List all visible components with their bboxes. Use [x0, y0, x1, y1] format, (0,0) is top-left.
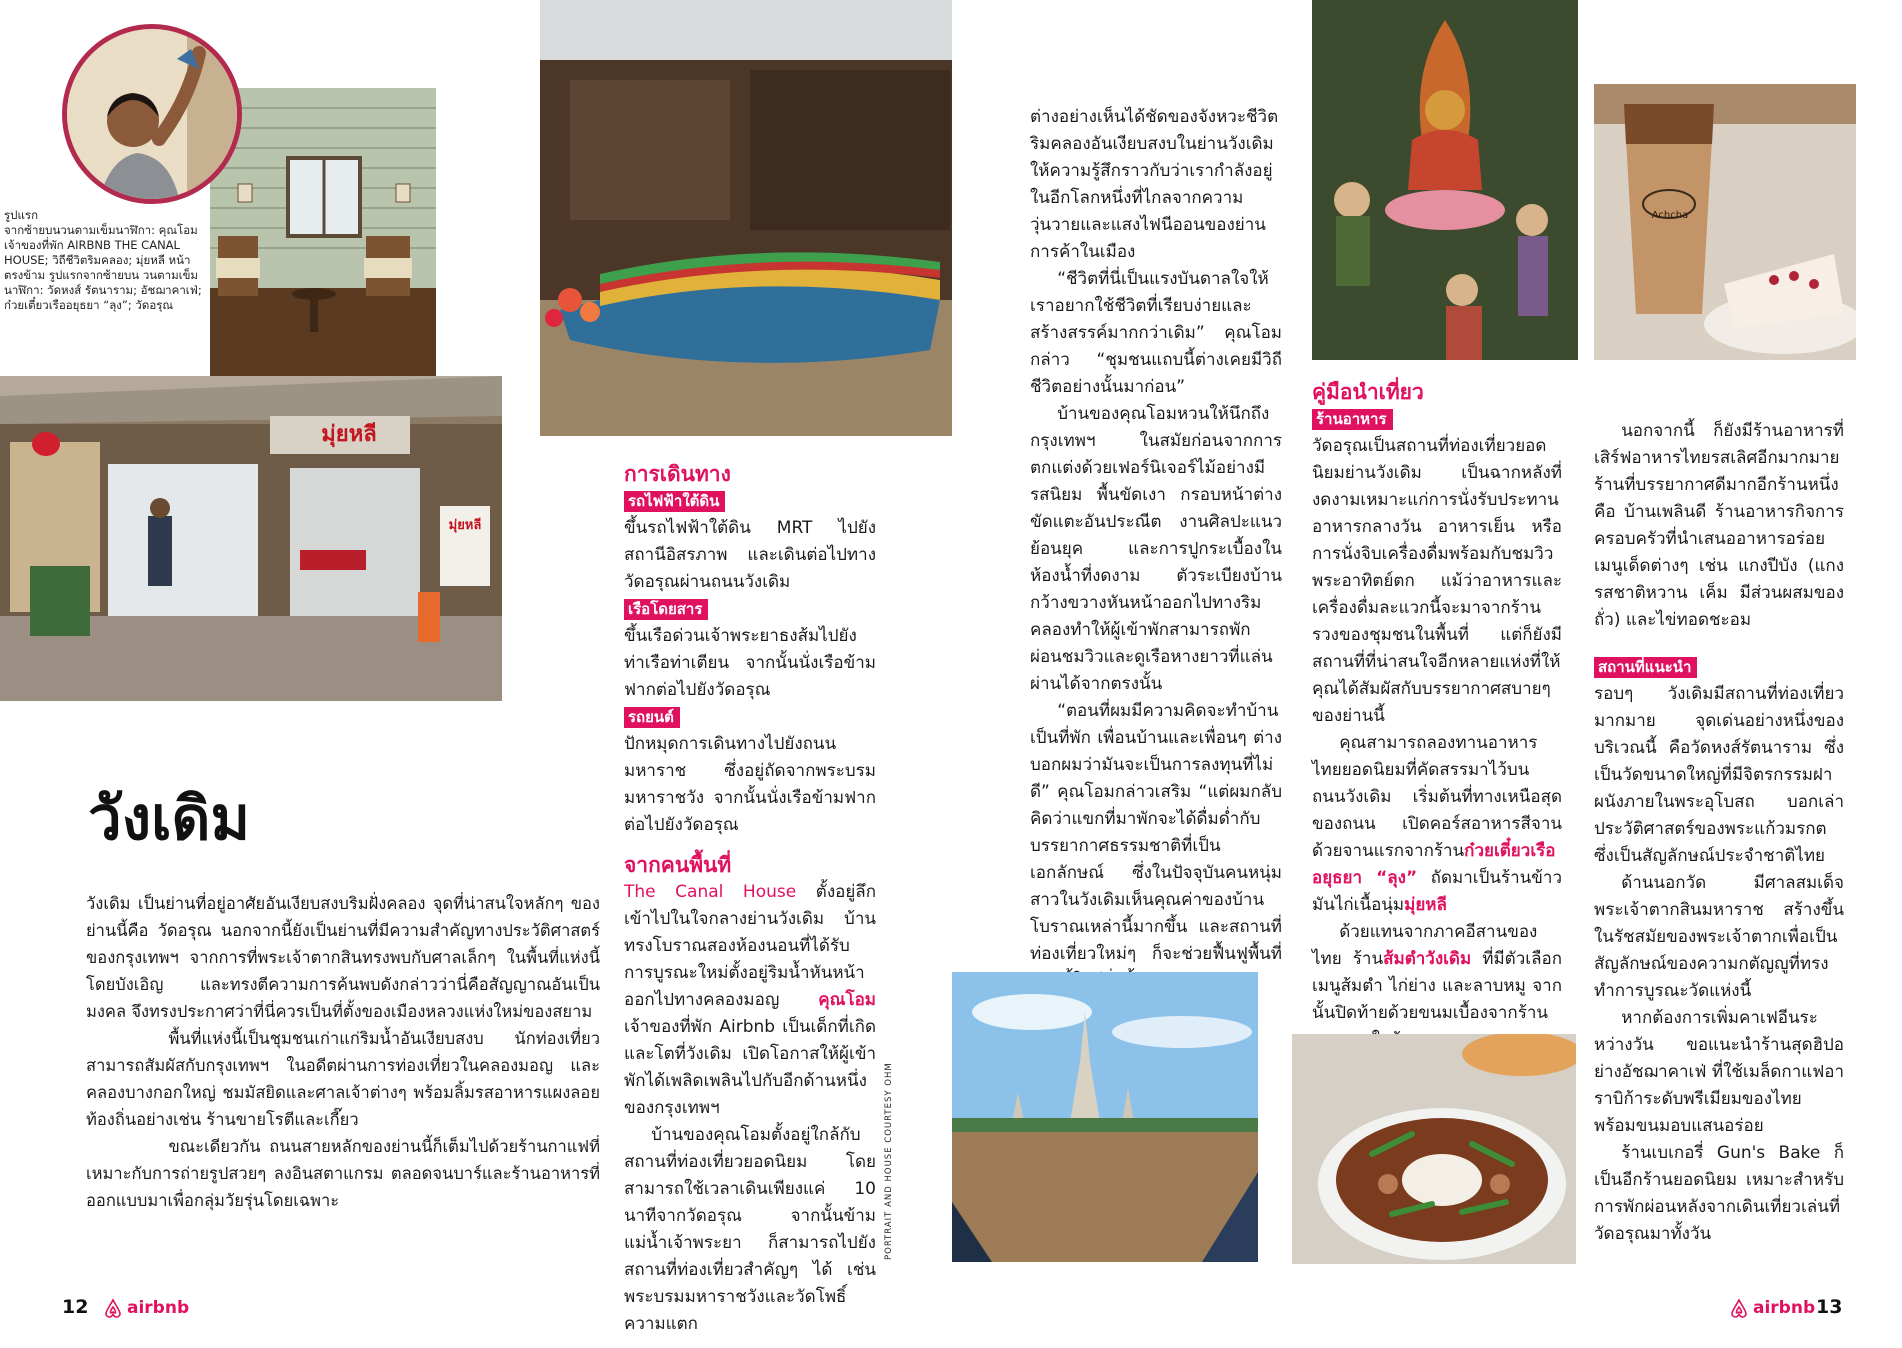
- intro-paragraph-1: วังเดิม เป็นย่านที่อยู่อาศัยอันเงียบสงบริมฝั่งคลอง จุดที่น่าสนใจหลักๆ ของย่านนี้คือ วัดอรุณ นอกจากนี้ยังเป็นย่านที่มีความสำคัญทางประวัติศาสตร์ของกรุงเทพฯ จากการที่พระเจ้าตากสินทรงพบกับศาลเล็กๆ ในพื้นที่แห่งนี้โดยบังเอิญ และทรงตีความการค้นพบดังกล่าวว่านี่คือสัญญาณอันเป็นมงคล จึงทรงประกาศว่าที่นี่ควรเป็นที่ตั้งของเมืองหลวงแห่งใหม่ของสยาม: [86, 894, 600, 1021]
- car-text: ปักหมุดการเดินทางไปยังถนนมหาราช ซึ่งอยู่ถัดจากพระบรมมหาราชวัง จากนั้นนั่งเรือข้ามฟากต่อไปยังวัดอรุณ: [624, 734, 876, 835]
- col1-paragraph-2: “ชีวิตที่นี่เป็นแรงบันดาลใจให้เราอยากใช้ชีวิตที่เรียบง่ายและสร้างสรรค์มากกว่าเดิม” คุณโอมกล่าว “ชุมชนแถบนี้ต่างเคยมีวิถีชีวิตอย่างนั้นมาก่อน”: [1030, 269, 1282, 397]
- local-paragraph-1: The Canal House ตั้งอยู่ลึกเข้าไปในใจกลางย่านวังเดิม บ้านทรงโบราณสองห้องนอนที่ได้รับการบูรณะใหม่ตั้งอยู่ริมน้ำหันหน้าออกไปทางคลองมอญ คุณโอมเจ้าของที่พัก Airbnb เป็นเด็กที่เกิดและโตที่วังเดิม เปิดโอกาสให้ผู้เข้าพักได้เพลิดเพลินไปกับอีกด้านหนึ่งของกรุงเทพฯ: [624, 882, 876, 1118]
- airbnb-logo-icon: [1730, 1298, 1748, 1318]
- col3-paragraph-3: ด้านนอกวัด มีศาลสมเด็จพระเจ้าตากสินมหาราช สร้างขึ้นในรัชสมัยของพระเจ้าตากเพื่อเป็นสัญลักษณ์ของความกตัญญูที่ทรงทำการบูรณะวัดแห่งนี้: [1594, 873, 1844, 1001]
- shop-name-muilee: มุ่ยหลี: [1404, 895, 1447, 915]
- right-page-number: 13: [1816, 1296, 1843, 1318]
- shop-sign: มุ่ยหลี: [321, 422, 377, 447]
- col2-paragraph-2: คุณสามารถลองทานอาหารไทยยอดนิยมที่คัดสรรมาไว้บนถนนวังเดิม เริ่มต้นที่ทางเหนือสุดของถนน เปิดคอร์สอาหารสีจานด้วยจานแรกจากร้านก๋วยเตี๋ยวเรืออยุธยา “ลุง” ถัดมาเป็นร้านข้าวมันไก่เนื้อนุ่มมุ่ยหลี: [1312, 733, 1562, 915]
- food-label: ร้านอาหาร: [1312, 409, 1393, 430]
- intro-text: [86, 890, 600, 1214]
- portrait-photo: [62, 24, 242, 204]
- shop-name-lung: ก๋วยเตี๋ยวเรืออยุธยา “ลุง”: [1312, 841, 1556, 888]
- col2-paragraph-3: ด้วยแทนจากภาคอีสานของไทย ร้านส้มตำวังเดิม ที่มีตัวเลือกเมนูส้มตำ ไก่ย่าง และลาบหมู จากนั้นปิดท้ายด้วยขนมเบื้องจากร้าน: [1312, 922, 1562, 1023]
- longtail-boat-photo: [540, 0, 952, 436]
- boat-label: เรือโดยสาร: [624, 599, 708, 620]
- host-name: คุณโอม: [818, 990, 876, 1010]
- col3-paragraph-2: รอบๆ วังเดิมมีสถานที่ท่องเที่ยวมากมาย จุดเด่นอย่างหนึ่งของบริเวณนี้ คือวัดหงส์รัตนาราม ซึ่งเป็นวัดขนาดใหญ่ที่มีจิตรกรรมฝาผนังภายในพระอุโบสถ บอกเล่าประวัติศาสตร์ของพระแก้วมรกตซึ่งเป็นสัญลักษณ์ประจำชาติไทย: [1594, 684, 1844, 866]
- mrt-text: ขึ้นรถไฟฟ้าใต้ดิน MRT ไปยังสถานีอิสรภาพ และเดินต่อไปทางวัดอรุณผ่านถนนวังเดิม: [624, 518, 876, 592]
- intro-paragraph-2: พื้นที่แห่งนี้เป็นชุมชนเก่าแก่ริมน้ำอันเงียบสงบ นักท่องเที่ยวสามารถสัมผัสกับกรุงเทพฯ ในอดีตผ่านการท่องเที่ยวในคลองมอญ และคลองบางกอกใหญ่ ชมมัสยิดและศาลเจ้าต่างๆ พร้อมลิ้มรสอาหารแผงลอยท้องถิ่นอย่างเช่น ร้านขายโรตีและเกี๊ยว: [86, 1029, 600, 1129]
- local-heading: จากคนพื้นที่: [624, 853, 732, 877]
- right-column-3: [1594, 418, 1844, 1248]
- mrt-label: รถไฟฟ้าใต้ดิน: [624, 491, 725, 512]
- right-column-2: [1312, 372, 1562, 1081]
- col3-paragraph-1: นอกจากนี้ ก็ยังมีร้านอาหารที่เสิร์ฟอาหารไทยรสเลิศอีกมากมาย ร้านที่บรรยากาศดีมากอีกร้านหนึ่ง คือ บ้านเพลินดี ร้านอาหารกิจการครอบครัวที่นำเสนออาหารอร่อยเมนูเด็ดต่างๆ เช่น แกงปีบัง (แกงรสชาติหวาน เค็ม มีส่วนผสมของถั่ว) และไข่ทอดชะอม: [1594, 421, 1844, 630]
- noodle-soup-photo: [1292, 1034, 1576, 1264]
- places-label: สถานที่แนะนำ: [1594, 657, 1697, 678]
- car-label: รถยนต์: [624, 707, 680, 728]
- right-airbnb-brand: [1730, 1298, 1815, 1318]
- left-airbnb-text: airbnb: [127, 1298, 190, 1318]
- right-airbnb-text: airbnb: [1753, 1298, 1816, 1318]
- left-airbnb-brand: [104, 1298, 189, 1318]
- page-title: วังเดิม: [88, 784, 251, 854]
- local-paragraph-2: บ้านของคุณโอมตั้งอยู่ใกล้กับสถานที่ท่องเที่ยวยอดนิยม โดยสามารถใช้เวลาเดินเพียงแค่ 10 นาทีจากวัดอรุณ จากนั้นข้ามแม่น้ำเจ้าพระยา ก็สามารถไปยังสถานที่ท่องเที่ยวสำคัญๆ ได้ เช่น พระบรมมหาราชวังและวัดโพธิ์ ความแตก: [624, 1125, 876, 1334]
- photo-caption: รูปแรก จากซ้ายบนวนตามเข็มนาฬิกา: คุณโอมเจ้าของที่พัก AIRBNB THE CANAL HOUSE; วิถีชีวิตริมคลอง; มุ่ยหลี หน้าตรงข้าม รูปแรกจากซ้ายบน วนตามเข็มนาฬิกา: วัดหงส์ รัตนาราม; อัชฌาคาเฟ่; ก๋วยเตี๋ยวเรืออยุธยา “ลุง”; วัดอรุณ: [4, 208, 202, 312]
- travel-section: [624, 454, 876, 1338]
- col1-paragraph-3: บ้านของคุณโอมหวนให้นึกถึงกรุงเทพฯ ในสมัยก่อนจากการตกแต่งด้วยเฟอร์นิเจอร์ไม้อย่างมีรสนิยม พื้นขัดเงา กรอบหน้าต่างขัดแตะอันประณีต งานศิลปะแนวย้อนยุค และการปูกระเบื้องในห้องน้ำที่งดงาม ตัวระเบียงบ้านกว้างขวางหันหน้าออกไปทางริมคลองทำให้ผู้เข้าพักสามารถพักผ่อนชมวิวและดูเรือหางยาวที่แล่นผ่านได้จากตรงนั้น: [1030, 404, 1282, 694]
- boat-text: ขึ้นเรือด่วนเจ้าพระยาธงส้มไปยังท่าเรือท่าเตียน จากนั้นนั่งเรือข้ามฟากต่อไปยังวัดอรุณ: [624, 626, 876, 700]
- travel-heading: การเดินทาง: [624, 462, 731, 486]
- shopfront-photo: [0, 376, 502, 701]
- cafe-coffee-photo: [1594, 84, 1856, 360]
- shop-sign-side: มุ่ยหลี: [448, 518, 482, 533]
- wat-arun-photo: [952, 972, 1258, 1262]
- intro-paragraph-3: ขณะเดียวกัน ถนนสายหลักของย่านนี้ก็เต็มไปด้วยร้านกาแฟที่เหมาะกับการถ่ายรูปสวยๆ ลงอินสตาแกรม ตลอดจนบาร์และร้านอาหารที่ออกแบบมาเพื่อกลุ่มวัยรุ่นโดยเฉพาะ: [86, 1137, 600, 1210]
- left-page-number: 12: [62, 1296, 89, 1318]
- cup-label: Achcha: [1651, 210, 1689, 221]
- col3-paragraph-4: หากต้องการเพิ่มคาเฟอีนระหว่างวัน ขอแนะนำร้านสุดฮิปอย่างอัชฌาคาเฟ่ ที่ใช้เมล็ดกาแฟอาราบิก้าระดับพรีเมียมของไทย พร้อมขนมอบแสนอร่อย: [1594, 1008, 1844, 1136]
- right-column-1: [1030, 104, 1282, 995]
- col1-paragraph-1: ต่างอย่างเห็นได้ชัดของจังหวะชีวิตริมคลองอันเงียบสงบในย่านวังเดิม ให้ความรู้สึกราวกับว่าเรากำลังอยู่ในอีกโลกหนึ่งที่ไกลจากความวุ่นวายและแสงไฟนีออนของย่านการค้าในเมือง: [1030, 107, 1279, 262]
- col1-paragraph-4: “ตอนที่ผมมีความคิดจะทำบ้านเป็นที่พัก เพื่อนบ้านและเพื่อนๆ ต่างบอกผมว่ามันจะเป็นการลงทุนที่ไม่ดี” คุณโอมกล่าวเสริม “แต่ผมกลับคิดว่าแขกที่มาพักจะได้ดื่มด่ำกับบรรยากาศธรรมชาติที่เป็นเอกลักษณ์ ซึ่งในปัจจุบันคนหนุ่มสาวในวังเดิมเห็นคุณค่าของบ้านโบราณเหล่านี้มากขึ้น และสถานที่ท่องเที่ยวใหม่ๆ ก็จะช่วยฟื้นฟูพื้นที่: [1030, 701, 1282, 964]
- interior-photo: [210, 88, 436, 376]
- shop-name-somtam: ส้มตำวังเดิม: [1383, 949, 1472, 969]
- col3-paragraph-5: ร้านเบเกอรี่ Gun's Bake ก็เป็นอีกร้านยอดนิยม เหมาะสำหรับการพักผ่อนหลังจากเดินเที่ยวเล่นที่วัดอรุณมาทั้งวัน: [1594, 1143, 1844, 1244]
- guide-heading: คู่มือนำเที่ยว: [1312, 380, 1424, 404]
- temple-mural-photo: [1312, 0, 1578, 360]
- airbnb-logo-icon: [104, 1298, 122, 1318]
- canal-house-name: The Canal House: [624, 882, 797, 902]
- col2-paragraph-1: วัดอรุณเป็นสถานที่ท่องเที่ยวยอดนิยมย่านวังเดิม เป็นฉากหลังที่งดงามเหมาะแก่การนั่งรับประทานอาหารกลางวัน อาหารเย็น หรือการนั่งจิบเครื่องดื่มพร้อมกับชมวิวพระอาทิตย์ตก แม้ว่าอาหารและเครื่องดื่มละแวกนี้จะมาจากร้านรวงของชุมชนในพื้นที่ แต่ก็ยังมีสถานที่ที่น่าสนใจอีกหลายแห่งที่ให้คุณได้สัมผัสกับบรรยากาศสบายๆ ของย่านนี้: [1312, 436, 1562, 726]
- photo-credit: PORTRAIT AND HOUSE COURTESY OHM: [884, 1062, 894, 1260]
